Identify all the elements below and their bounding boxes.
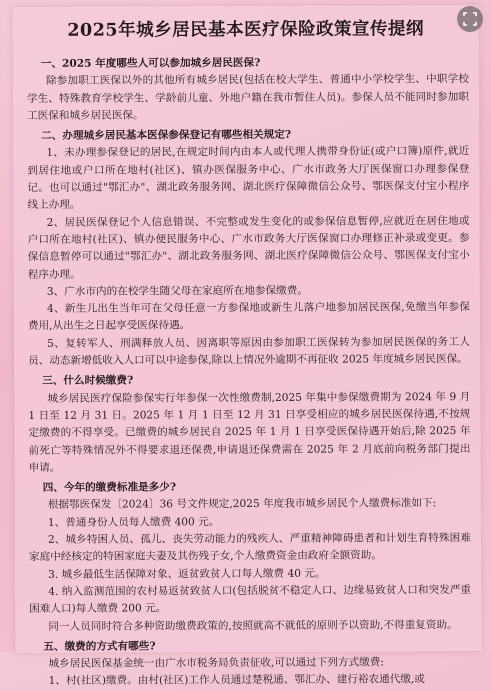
paragraph: 同一人员同时符合多种资助缴费政策的,按照就高不就低的原则予以资助,不得重复资助。 — [48, 618, 458, 633]
section-heading: 四、今年的缴费标准是多少? — [42, 481, 177, 495]
document-body — [13, 54, 482, 691]
paragraph: 4. 纳入监测范围的农村易返贫致贫人口(包括脱贫不稳定人口、边缘易致贫人口和突发严重困难人口)每人缴费 200 元。 — [29, 583, 472, 616]
section-1 — [27, 54, 469, 125]
paragraph: 根据鄂医保发〔2024〕36 号文件规定,2025 年度我市城乡居民个人缴费标准如下: — [47, 497, 437, 512]
section-3 — [28, 371, 470, 477]
paragraph: 4、新生儿出生当年可在父母任意一方参保地或新生儿落户地参加居民医保,免缴当年参保费用,从出生之日起享受医保待遇。 — [27, 301, 470, 333]
section-heading: 二、办理城乡居民基本医保参保登记有哪些相关规定? — [41, 128, 292, 143]
paragraph: 除参加职工医保以外的其他所有城乡居民(包括在校大学生、普通中小学校学生、中职学校学生、特殊教育学校学生、学龄前儿童、外地户籍在我市暂住人员)。参保人员不能同时参加职工医保和城乡居民医保。 — [26, 73, 470, 122]
scan-icon[interactable] — [457, 6, 483, 32]
paragraph: 2、城乡特困人员、孤儿、丧失劳动能力的残疾人、严重精神障碍患者和计划生育特殊困难家庭中经核定的特困家庭夫妻及其伤残子女,个人缴费资金由政府全额资助。 — [28, 532, 471, 564]
section-2 — [27, 126, 470, 370]
paragraph: 2、居民医保登记个人信息错误、不完整或发生变化的或参保信息暂停,应就近在居住地或户口所在地村(社区)、镇办便民服务中心、广水市政务大厅医保窗口办理修正补录或变更。参保信息暂停可以通过"鄂汇办"、湖北政务服务网、湖北医疗保障微信公众号、鄂医保支付宝小程序办理。 — [27, 214, 470, 281]
section-5 — [29, 637, 471, 691]
section-4 — [29, 478, 472, 636]
paragraph: 1、未办理参保登记的居民,在规定时间内由本人或代理人携带身份证(或户口簿)原件,就近到居住地或户口所在地村(社区)、镇办医保服务中心、广水市政务大厅医保窗口办理参保登记。也可以通过"鄂汇办"、湖北政务服务网、湖北医疗保障微信公众号、鄂医保支付宝小程序线上办理。 — [27, 145, 470, 212]
paragraph: 1、村(社区)缴费。由村(社区)工作人员通过楚税通、鄂汇办、建行裕农通代缴,或 — [48, 673, 425, 688]
scan-icon-glyph — [463, 12, 477, 26]
paragraph: 城乡居民医疗保险参保实行年参保一次性缴费制,2025 年集中参保缴费期为 2024 年 9 月 1 日至 12 月 31 日。2025 年 1 月 1 日至 12 月 31 日享受相应的城乡居民医保待遇,不按规定缴费的不得享受。已缴费的城乡居民自 2025 年 1 月 1 日享受医保待遇开始后,除 2025 年前死亡等特殊情况外不得要求退还保费,申请退还保费需在 2025 年 2 月底前向税务部门提出申请。 — [28, 390, 471, 474]
section-heading: 一、2025 年度哪些人可以参加城乡居民医保? — [40, 56, 261, 70]
section-heading: 三、什么时候缴费? — [42, 374, 134, 388]
policy-flyer — [13, 5, 482, 688]
paragraph: 3. 城乡最低生活保障对象、返贫致贫人口每人缴费 40 元。 — [48, 567, 326, 581]
paragraph: 5、复转军人、刑满释放人员、因离职等原因由参加职工医保转为参加居民医保的务工人员、动态新增低收入人口可以中途参保,除以上情况外逾期不再征收 2025 年度城乡居民医保。 — [28, 335, 471, 368]
paragraph: 城乡居民医保基金统一由广水市税务局负责征收,可以通过下列方式缴费: — [48, 656, 384, 670]
document-title: 2025年城乡居民基本医疗保险政策宣传提纲 — [67, 19, 425, 41]
paragraph: 1、普通身份人员每人缴费 400 元。 — [47, 515, 220, 529]
section-heading: 五、缴费的方式有哪些? — [43, 640, 156, 653]
paragraph: 3、广水市内的在校学生随父母在家庭所在地参保缴费。 — [46, 284, 308, 298]
